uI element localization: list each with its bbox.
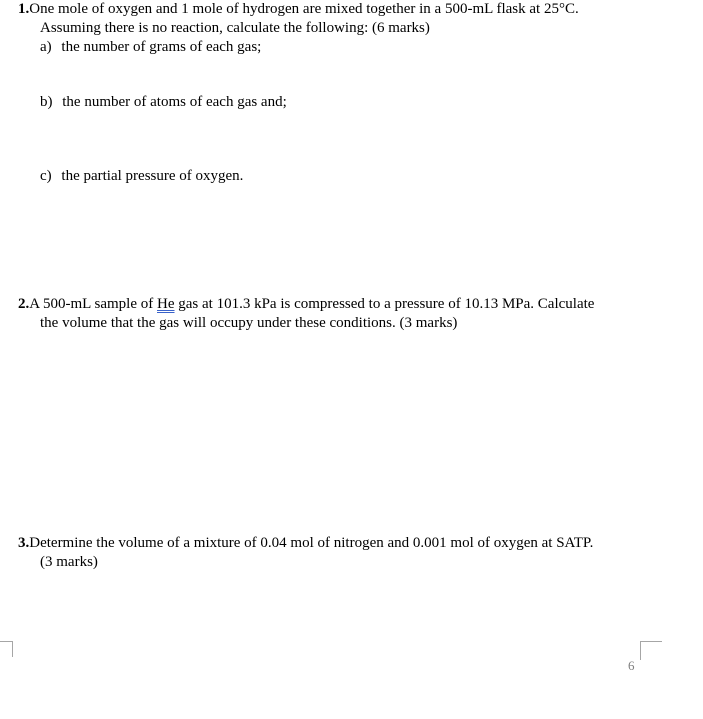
question-2-number: 2.	[18, 296, 30, 312]
right-margin-corner-marker	[640, 641, 662, 660]
question-1-text: One mole of oxygen and 1 mole of hydrogen are mixed together in a 500-mL flask at 25°C.	[29, 1, 579, 17]
question-1-part-b	[40, 93, 287, 111]
part-c-text: the partial pressure of oxygen.	[61, 168, 244, 184]
question-1-number: 1.	[18, 1, 30, 17]
part-c-label: c)	[40, 168, 52, 184]
part-a-text: the number of grams of each gas;	[61, 39, 262, 55]
question-1-line-1	[18, 0, 579, 18]
part-b-label: b)	[40, 94, 53, 110]
part-a-label: a)	[40, 39, 52, 55]
question-2-line-1	[18, 295, 594, 313]
part-b-text: the number of atoms of each gas and;	[62, 94, 287, 110]
question-3-text: Determine the volume of a mixture of 0.04 mol of nitrogen and 0.001 mol of oxygen at SATP.	[29, 535, 594, 551]
question-2-text-a: A 500-mL sample of	[29, 296, 158, 312]
question-3-line-1	[18, 534, 593, 552]
page-number: 6	[628, 658, 635, 673]
left-margin-corner-marker	[0, 641, 13, 657]
question-3-line-2: (3 marks)	[40, 554, 98, 570]
question-1-line-2: Assuming there is no reaction, calculate the following: (6 marks)	[40, 20, 430, 36]
question-1-part-a	[40, 38, 261, 56]
question-1-part-c	[40, 167, 243, 185]
question-2-line-2: the volume that the gas will occupy under these conditions. (3 marks)	[40, 315, 458, 331]
question-3-number: 3.	[18, 535, 30, 551]
spellcheck-flagged-word[interactable]: He	[157, 296, 175, 312]
question-2-text-b: gas at 101.3 kPa is compressed to a pressure of 10.13 MPa. Calculate	[174, 296, 595, 312]
